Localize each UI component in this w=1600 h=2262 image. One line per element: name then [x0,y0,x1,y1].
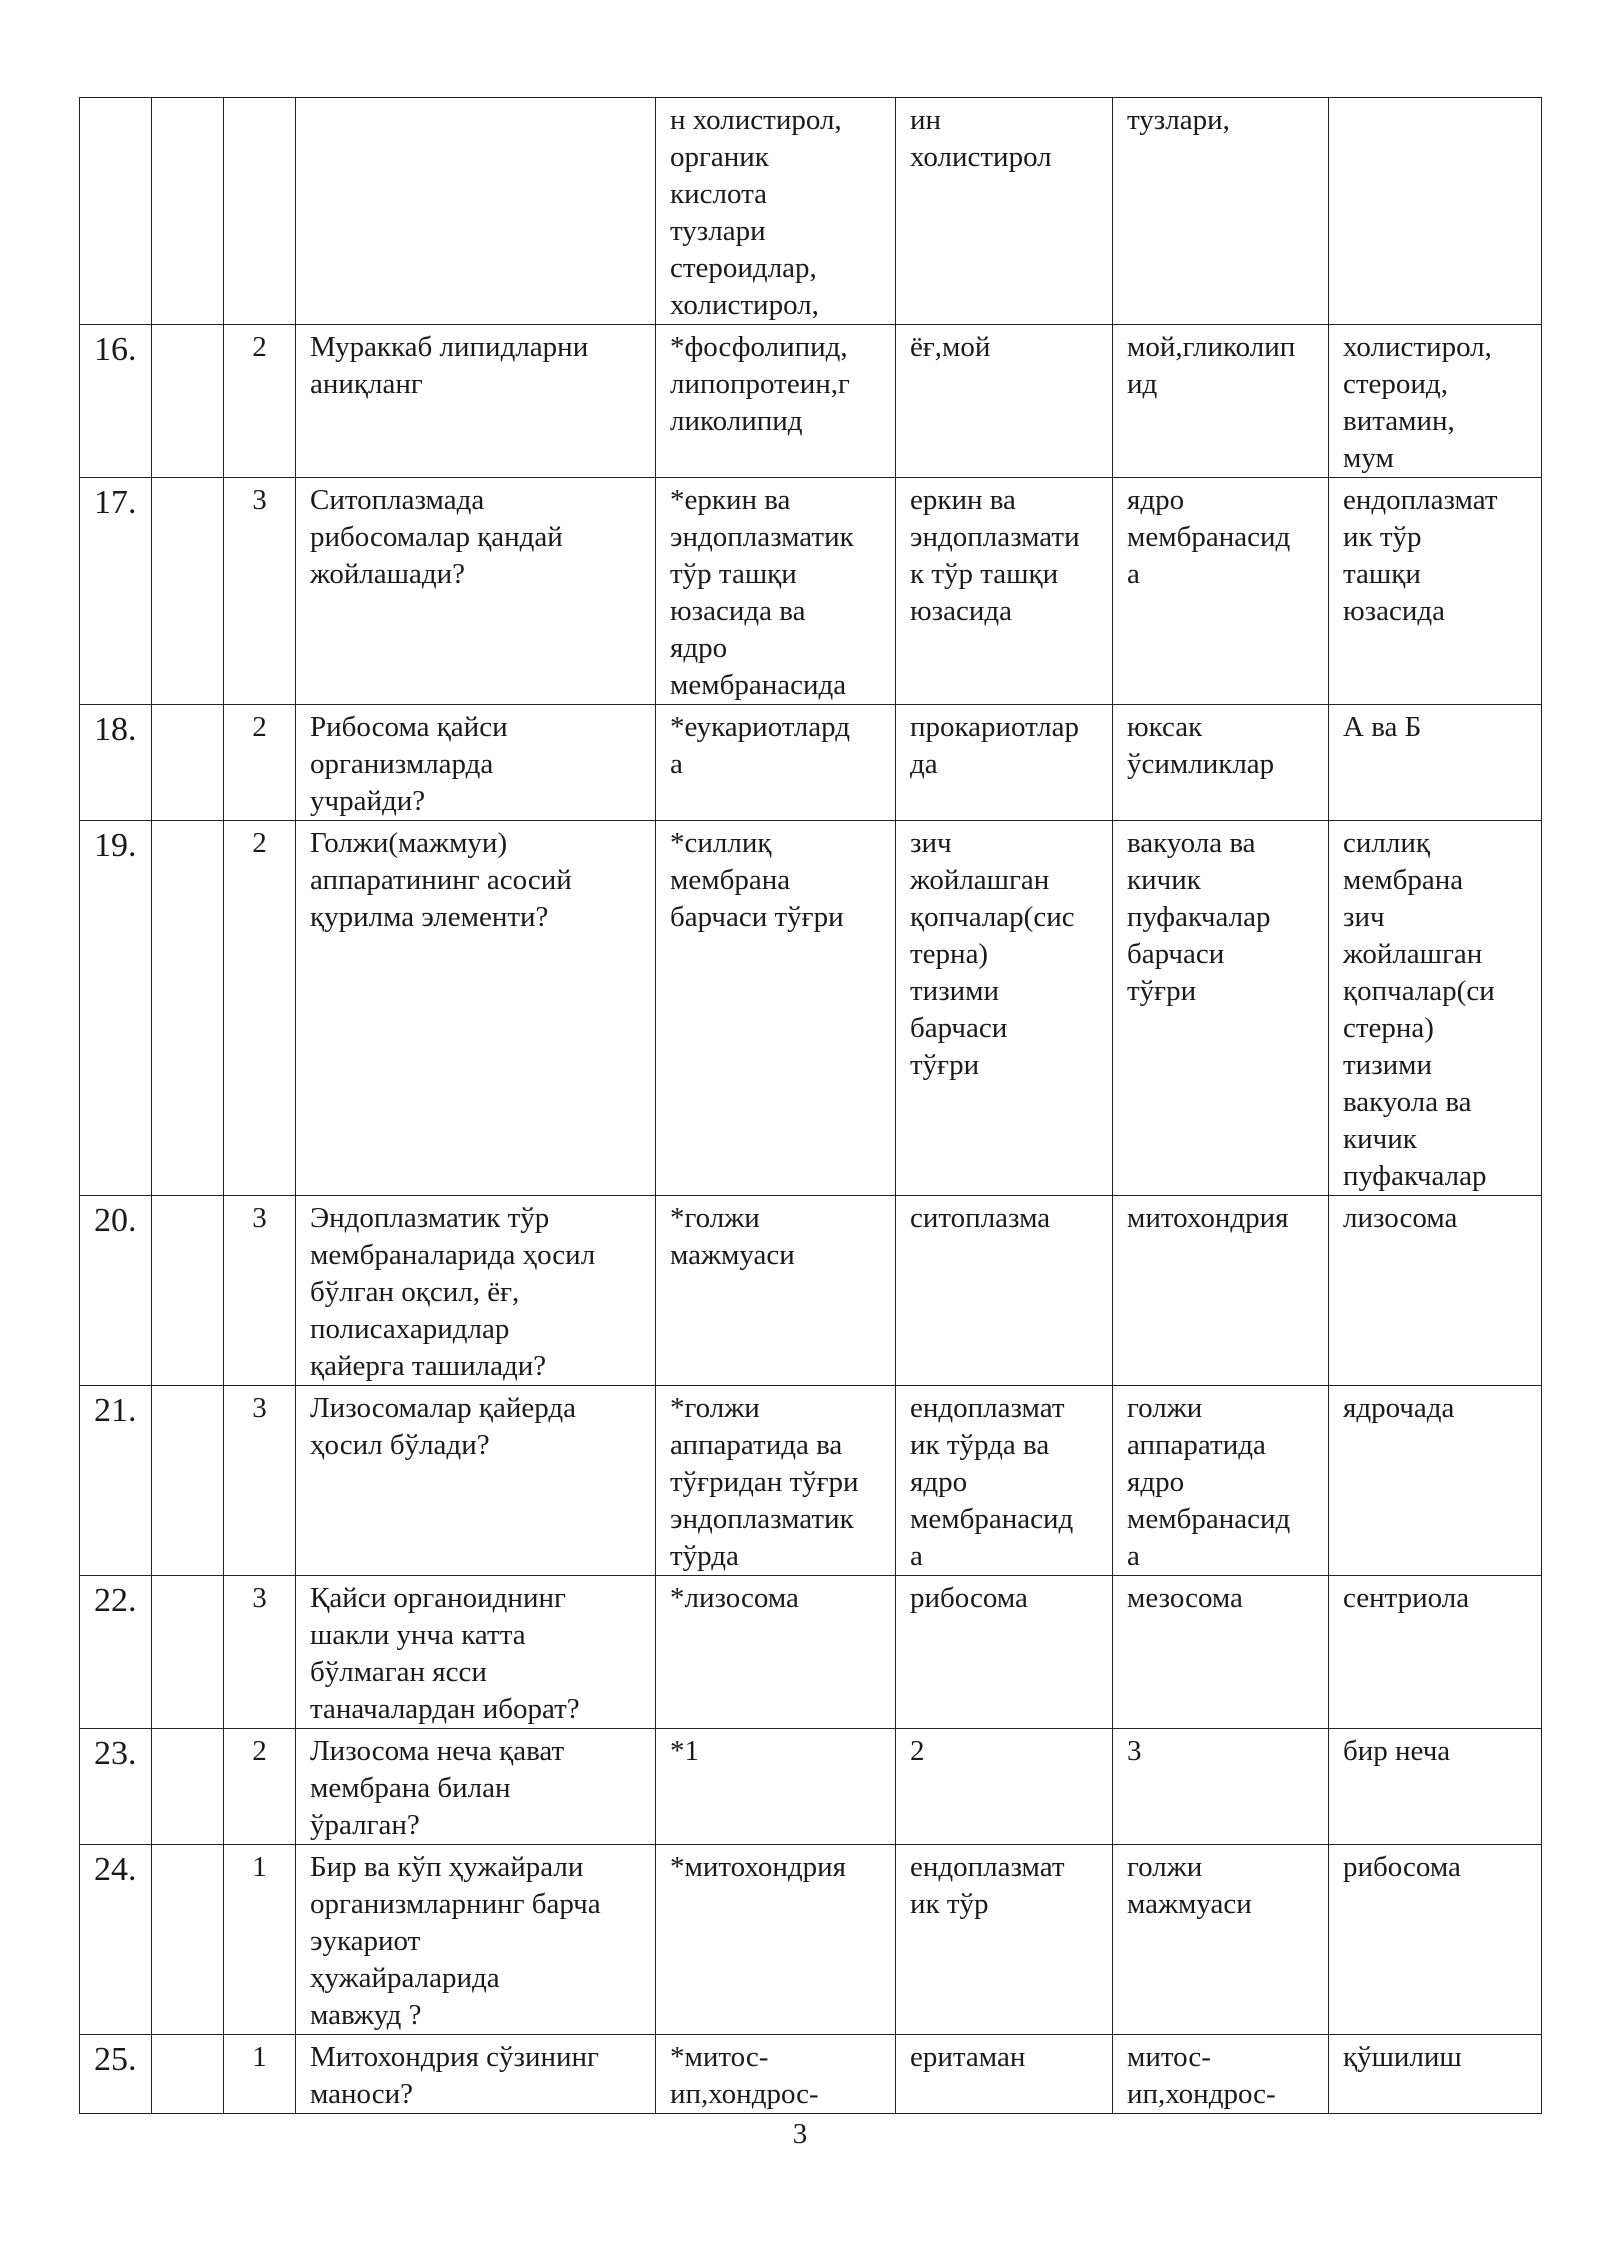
answer-option-c: ядро мембранасид а [1113,478,1329,705]
question-text [296,98,656,325]
question-text: Митохондрия сўзининг маноси? [296,2035,656,2114]
question-text: Рибосома қайси организмларда учрайди? [296,705,656,821]
empty-cell [152,1845,224,2035]
difficulty-score: 3 [224,1386,296,1576]
answer-option-c: голжи аппаратида ядро мембранасид а [1113,1386,1329,1576]
question-number: 25. [80,2035,152,2114]
answer-option-b: зич жойлашган қопчалар(сис терна) тизими барчаси тўғри [896,821,1113,1196]
question-text: Ситоплазмада рибосомалар қандай жойлашади? [296,478,656,705]
answer-option-c: митос- ип,хондрос- [1113,2035,1329,2114]
answer-option-d: сентриола [1329,1576,1542,1729]
answer-correct: *голжи мажмуаси [656,1196,896,1386]
answer-option-b: рибосома [896,1576,1113,1729]
answer-option-d: қўшилиш [1329,2035,1542,2114]
difficulty-score: 3 [224,478,296,705]
empty-cell [152,1386,224,1576]
answer-option-c: 3 [1113,1729,1329,1845]
answer-option-c: мезосома [1113,1576,1329,1729]
answer-option-b: ендоплазмат ик тўр [896,1845,1113,2035]
empty-cell [152,1196,224,1386]
answer-option-d: лизосома [1329,1196,1542,1386]
question-number: 16. [80,325,152,478]
empty-cell [152,1729,224,1845]
question-number: 17. [80,478,152,705]
answer-correct: *митохондрия [656,1845,896,2035]
empty-cell [152,1576,224,1729]
question-number: 20. [80,1196,152,1386]
answer-option-d: А ва Б [1329,705,1542,821]
empty-cell [152,325,224,478]
table-row [80,1845,1542,2035]
difficulty-score: 3 [224,1576,296,1729]
question-text: Бир ва кўп ҳужайрали организмларнинг барча эукариот ҳужайраларида мавжуд ? [296,1845,656,2035]
difficulty-score: 1 [224,1845,296,2035]
question-number [80,98,152,325]
answer-option-d: рибосома [1329,1845,1542,2035]
table-row [80,325,1542,478]
answer-correct: *еркин ва эндоплазматик тўр ташқи юзасида ва ядро мембранасида [656,478,896,705]
question-text: Лизосомалар қайерда ҳосил бўлади? [296,1386,656,1576]
answer-correct: н холистирол, органик кислота тузлари стероидлар, холистирол, [656,98,896,325]
answer-option-b: ендоплазмат ик тўрда ва ядро мембранасид а [896,1386,1113,1576]
table-row [80,478,1542,705]
question-text: Қайси органоиднинг шакли унча катта бўлмаган ясси таначалардан иборат? [296,1576,656,1729]
question-number: 19. [80,821,152,1196]
question-number: 21. [80,1386,152,1576]
answer-option-b: ёғ,мой [896,325,1113,478]
table-row [80,1386,1542,1576]
answer-correct: *силлиқ мембрана барчаси тўғри [656,821,896,1196]
question-text: Лизосома неча қават мембрана билан ўралган? [296,1729,656,1845]
page-number: 3 [792,2118,808,2150]
difficulty-score: 2 [224,705,296,821]
table-row [80,1576,1542,1729]
table-row [80,821,1542,1196]
empty-cell [152,821,224,1196]
empty-cell [152,2035,224,2114]
answer-option-b: еритаман [896,2035,1113,2114]
question-text: Мураккаб липидларни аниқланг [296,325,656,478]
answer-option-b: еркин ва эндоплазмати к тўр ташқи юзасида [896,478,1113,705]
table-body [80,98,1542,2114]
empty-cell [152,98,224,325]
answer-option-d: ядрочада [1329,1386,1542,1576]
answer-option-d: бир неча [1329,1729,1542,1845]
answer-option-c: митохондрия [1113,1196,1329,1386]
question-number: 22. [80,1576,152,1729]
answer-option-d: силлиқ мембрана зич жойлашган қопчалар(си стерна) тизими вакуола ва кичик пуфакчалар [1329,821,1542,1196]
answer-option-b: 2 [896,1729,1113,1845]
difficulty-score: 1 [224,2035,296,2114]
table-row [80,705,1542,821]
answer-correct: *митос- ип,хондрос- [656,2035,896,2114]
answer-correct: *фосфолипид, липопротеин,г ликолипид [656,325,896,478]
difficulty-score: 2 [224,1729,296,1845]
answer-option-d: холистирол, стероид, витамин, мум [1329,325,1542,478]
question-number: 24. [80,1845,152,2035]
difficulty-score: 2 [224,821,296,1196]
empty-cell [152,705,224,821]
answer-option-c: мой,гликолип ид [1113,325,1329,478]
answer-option-c: юксак ўсимликлар [1113,705,1329,821]
question-text: Эндоплазматик тўр мембраналарида ҳосил бўлган оқсил, ёғ, полисахаридлар қайерга ташилади? [296,1196,656,1386]
answer-option-b: прокариотлар да [896,705,1113,821]
table-row [80,98,1542,325]
difficulty-score [224,98,296,325]
table-row [80,2035,1542,2114]
answer-option-d [1329,98,1542,325]
questions-table [79,97,1542,2114]
question-number: 18. [80,705,152,821]
difficulty-score: 3 [224,1196,296,1386]
empty-cell [152,478,224,705]
answer-option-b: ситоплазма [896,1196,1113,1386]
answer-option-c: вакуола ва кичик пуфакчалар барчаси тўғри [1113,821,1329,1196]
question-number: 23. [80,1729,152,1845]
answer-option-b: ин холистирол [896,98,1113,325]
answer-correct: *1 [656,1729,896,1845]
question-text: Голжи(мажмуи) аппаратининг асосий қурилма элементи? [296,821,656,1196]
answer-option-d: ендоплазмат ик тўр ташқи юзасида [1329,478,1542,705]
table-row [80,1729,1542,1845]
answer-option-c: голжи мажмуаси [1113,1845,1329,2035]
answer-option-c: тузлари, [1113,98,1329,325]
answer-correct: *еукариотлард а [656,705,896,821]
answer-correct: *лизосома [656,1576,896,1729]
table-row [80,1196,1542,1386]
difficulty-score: 2 [224,325,296,478]
answer-correct: *голжи аппаратида ва тўғридан тўғри эндоплазматик тўрда [656,1386,896,1576]
